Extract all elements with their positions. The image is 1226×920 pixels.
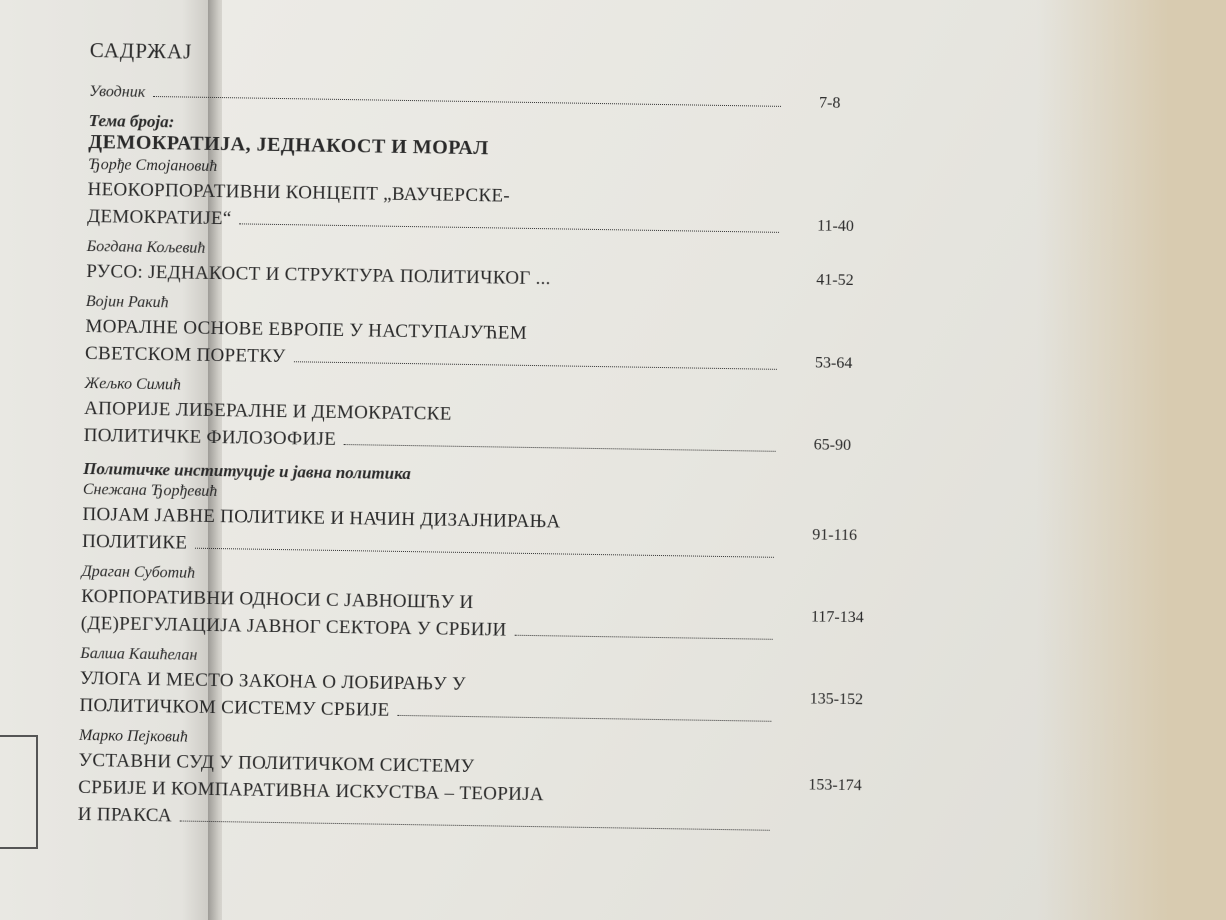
entry-title-line: СРБИЈЕ И КОМПАРАТИВНА ИСКУСТВА – ТЕОРИЈА — [78, 776, 545, 806]
table-of-contents — [77, 38, 864, 845]
toc-entry — [77, 725, 862, 839]
entry-author: Марко Пејковић — [78, 726, 189, 746]
entry-title-line: ПОЛИТИКЕ — [81, 530, 188, 554]
entry-author: Богдана Кољевић — [86, 237, 206, 257]
toc-entry — [81, 479, 858, 566]
entry-title-line: ДЕМОКРАТИЈЕ“ — [87, 205, 232, 230]
entry-title-line: КОРПОРАТИВНИ ОДНОСИ С ЈАВНОШЋУ И — [81, 585, 474, 614]
dot-leader — [344, 443, 776, 452]
entry-title-line: ПОЛИТИЧКОМ СИСТЕМУ СРБИЈЕ — [79, 694, 390, 721]
page-edge — [1036, 0, 1226, 920]
page-range: 65-90 — [813, 436, 852, 455]
toc-entry — [86, 236, 854, 296]
entry-title-line: (ДЕ)РЕГУЛАЦИЈА ЈАВНОГ СЕКТОРА У СРБИЈИ — [80, 612, 507, 641]
entry-title-line: УЛОГА И МЕСТО ЗАКОНА О ЛОБИРАЊУ У — [79, 667, 466, 695]
entry-title-line: ПОЈАМ ЈАВНЕ ПОЛИТИКЕ И НАЧИН ДИЗАЈНИРАЊА — [82, 503, 561, 533]
entry-author: Снежана Ђорђевић — [82, 480, 218, 501]
entry-title-line: МОРАЛНЕ ОСНОВЕ ЕВРОПЕ У НАСТУПАЈУЋЕМ — [85, 315, 528, 344]
page-range: 11-40 — [817, 217, 855, 236]
page-range: 53-64 — [814, 354, 853, 373]
dot-leader — [153, 95, 781, 107]
toc-entry — [87, 154, 855, 241]
theme-title: ДЕМОКРАТИЈА, ЈЕДНАКОСТ И МОРАЛ — [88, 130, 489, 160]
entry-author: Драган Суботић — [81, 562, 196, 582]
toc-heading: САДРЖАЈ — [89, 38, 193, 64]
dot-leader — [195, 547, 774, 558]
entry-title-line: СВЕТСКОМ ПОРЕТКУ — [84, 342, 286, 368]
entry-author: Војин Ракић — [85, 292, 169, 312]
toc-entry — [84, 291, 853, 378]
entry-title-line: И ПРАКСА — [77, 803, 173, 827]
toc-entry — [79, 643, 864, 730]
page-margin-box — [0, 735, 38, 849]
theme-label: Тема броја: — [88, 110, 175, 132]
entry-author: Ђорђе Стојановић — [87, 155, 218, 176]
entry-title-line: УСТАВНИ СУД У ПОЛИТИЧКОМ СИСТЕМУ — [78, 749, 475, 778]
dot-leader — [239, 222, 779, 232]
dot-leader — [293, 360, 776, 370]
dot-leader — [514, 634, 772, 640]
entry-title-line: АПОРИЈЕ ЛИБЕРАЛНЕ И ДЕМОКРАТСКЕ — [84, 397, 452, 425]
section-heading: Политичке институције и јавна политика — [83, 458, 412, 484]
page-range: 135-152 — [809, 690, 864, 709]
page-range: 41-52 — [816, 271, 854, 290]
toc-intro — [89, 81, 841, 114]
entry-author: Балша Кашћелан — [80, 644, 198, 664]
toc-entry — [83, 373, 852, 460]
entry-title-line: ПОЛИТИЧКЕ ФИЛОЗОФИЈЕ — [83, 424, 337, 450]
entry-title-line: РУСО: ЈЕДНАКОСТ И СТРУКТУРА ПОЛИТИЧКОГ ... — [86, 260, 551, 290]
page-range: 7-8 — [818, 94, 841, 112]
dot-leader — [180, 820, 770, 831]
page-range: 153-174 — [808, 776, 862, 795]
toc-entry — [80, 561, 864, 648]
entry-title-line: НЕОКОРПОРАТИВНИ КОНЦЕПТ „ВАУЧЕРСКЕ- — [87, 178, 511, 207]
page-range: 91-116 — [812, 526, 858, 545]
intro-label: Уводник — [89, 82, 146, 101]
page-range: 117-134 — [810, 608, 864, 627]
entry-author: Жељко Симић — [84, 374, 182, 394]
dot-leader — [397, 714, 771, 722]
